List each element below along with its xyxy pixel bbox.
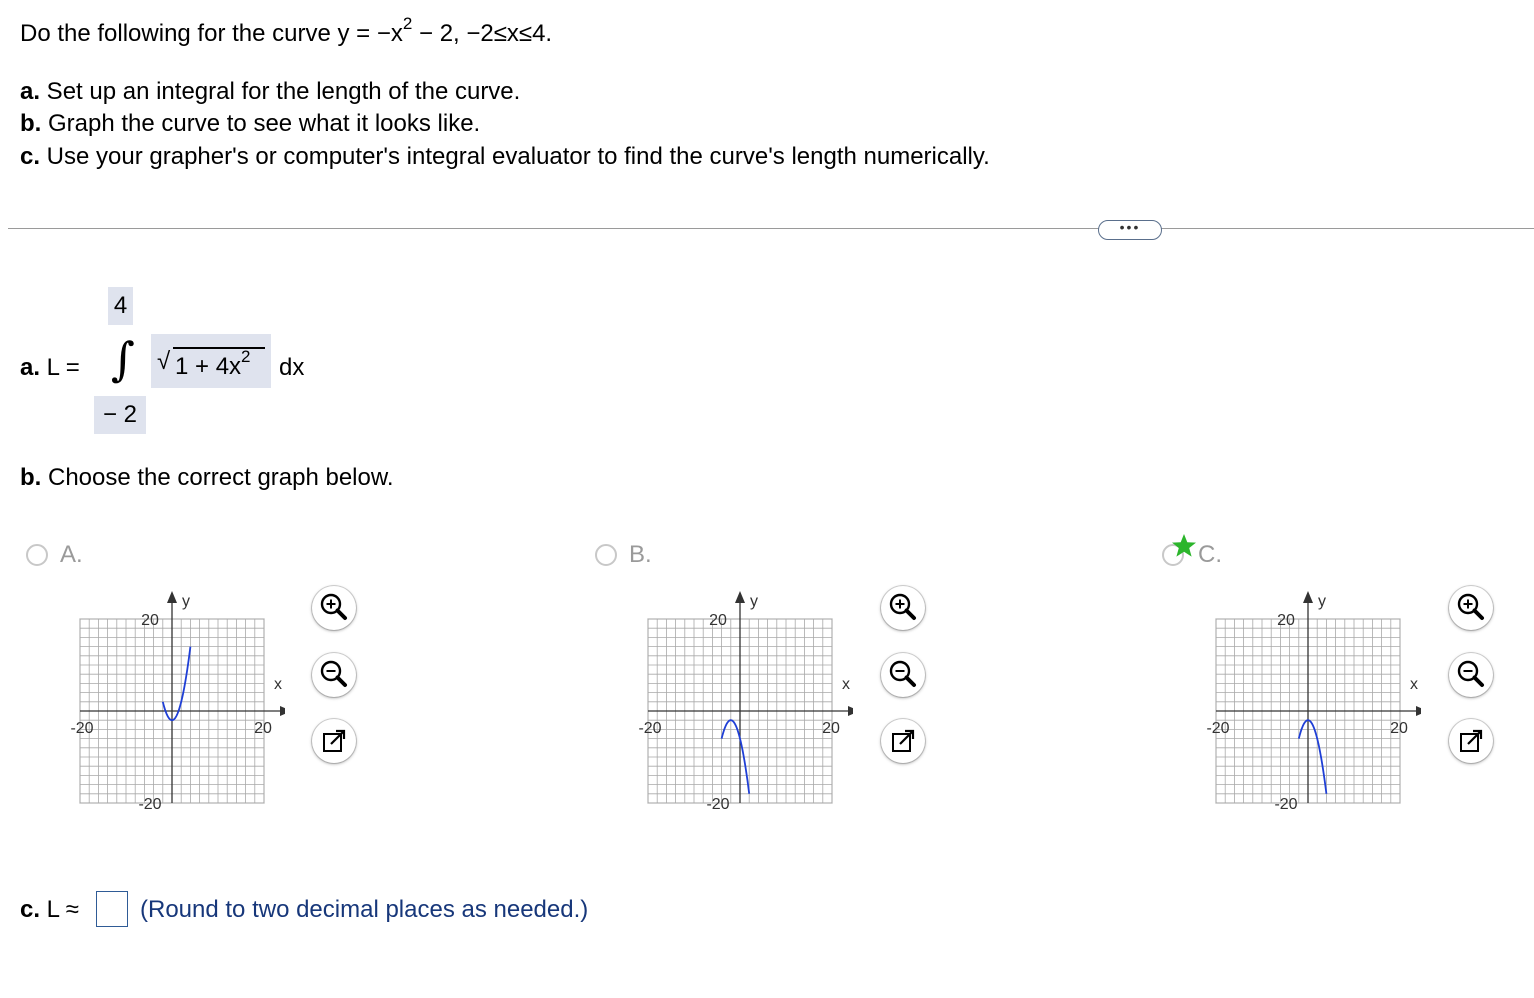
x-max-tick-label: 20 [254, 720, 272, 737]
zoom-in-icon [881, 586, 925, 630]
popout-icon [881, 719, 925, 763]
part-b-text: Graph the curve to see what it looks like. [41, 110, 481, 137]
length-answer-input[interactable] [96, 891, 128, 927]
x-min-tick-label: -20 [1206, 720, 1230, 737]
part-a-answer-label: a. L = [20, 354, 80, 381]
choice-c-graph [1191, 585, 1421, 815]
part-b-label: b. [20, 110, 42, 137]
prompt-text-suffix: − 2, −2≤x≤4. [412, 20, 553, 47]
y-axis-arrow [735, 591, 745, 603]
section-divider [8, 228, 1534, 229]
y-axis-arrow [1303, 591, 1313, 603]
prompt-text: Do the following for the curve y = −x [20, 20, 403, 47]
choice-b-graph [623, 585, 853, 815]
sqrt-overline [173, 347, 265, 349]
choice-a-graph [55, 585, 285, 815]
y-max-tick-label: 20 [141, 612, 159, 629]
y-axis-label: y [1318, 593, 1326, 610]
choice-c-popout-button[interactable] [1449, 719, 1493, 763]
x-axis-label: x [842, 676, 850, 693]
integrand: $1 + 4x^2$ [175, 347, 251, 380]
choice-b-popout-button[interactable] [881, 719, 925, 763]
part-a-instruction [20, 78, 520, 106]
x-axis-arrow [280, 706, 285, 716]
zoom-in-icon [312, 586, 356, 630]
zoom-out-icon [1449, 653, 1493, 697]
y-max-tick-label: 20 [1277, 612, 1295, 629]
sqrt-sign: √ [157, 348, 171, 375]
differential: dx [279, 354, 305, 381]
choice-a-popout-button[interactable] [312, 719, 356, 763]
integrand-box[interactable] [151, 334, 271, 388]
part-c-label: c. [20, 143, 41, 170]
rounding-note: (Round to two decimal places as needed.) [140, 896, 589, 923]
popout-icon [312, 719, 356, 763]
choice-b-zoom-in-button[interactable] [881, 586, 925, 630]
zoom-in-icon [1449, 586, 1493, 630]
x-axis-arrow [848, 706, 853, 716]
choice-c-zoom-out-button[interactable] [1449, 653, 1493, 697]
part-c-instruction [20, 143, 990, 171]
question-prompt [20, 14, 553, 48]
choice-c-zoom-in-button[interactable] [1449, 586, 1493, 630]
y-axis-label: y [182, 593, 190, 610]
choice-a-zoom-in-button[interactable] [312, 586, 356, 630]
y-axis-arrow [167, 591, 177, 603]
y-axis-label: y [750, 593, 758, 610]
x-min-tick-label: -20 [638, 720, 662, 737]
choice-b-zoom-out-button[interactable] [881, 653, 925, 697]
choice-a-zoom-out-button[interactable] [312, 653, 356, 697]
part-a-label: a. [20, 78, 41, 105]
popout-icon [1449, 719, 1493, 763]
y-max-tick-label: 20 [709, 612, 727, 629]
y-min-tick-label: -20 [1274, 796, 1298, 813]
y-min-tick-label: -20 [706, 796, 730, 813]
more-options-button[interactable]: ••• [1098, 220, 1162, 240]
x-min-tick-label: -20 [70, 720, 94, 737]
choice-b-label[interactable]: B. [629, 541, 652, 568]
prompt-exponent: 2 [402, 14, 413, 33]
part-c-text: Use your grapher's or computer's integral evaluator to find the curve's length numerically. [40, 143, 990, 170]
integral-sign: ∫ [111, 332, 135, 386]
zoom-out-icon [312, 653, 356, 697]
choice-b-radio[interactable] [595, 544, 617, 566]
part-c-answer-label: c. L ≈ [20, 896, 79, 923]
x-axis-arrow [1416, 706, 1421, 716]
choice-a-radio[interactable] [26, 544, 48, 566]
part-b-instruction [20, 110, 480, 138]
part-b-prompt: b. Choose the correct graph below. [20, 464, 394, 491]
part-a-text: Set up an integral for the length of the curve. [40, 78, 521, 105]
x-max-tick-label: 20 [822, 720, 840, 737]
upper-limit[interactable]: 4 [108, 287, 133, 325]
zoom-out-icon [881, 653, 925, 697]
x-axis-label: x [274, 676, 282, 693]
star-icon [1170, 532, 1198, 560]
lower-limit[interactable]: − 2 [94, 396, 146, 434]
choice-a-label[interactable]: A. [60, 541, 83, 568]
x-axis-label: x [1410, 676, 1418, 693]
y-min-tick-label: -20 [138, 796, 162, 813]
x-max-tick-label: 20 [1390, 720, 1408, 737]
choice-c-label[interactable]: C. [1198, 541, 1222, 568]
